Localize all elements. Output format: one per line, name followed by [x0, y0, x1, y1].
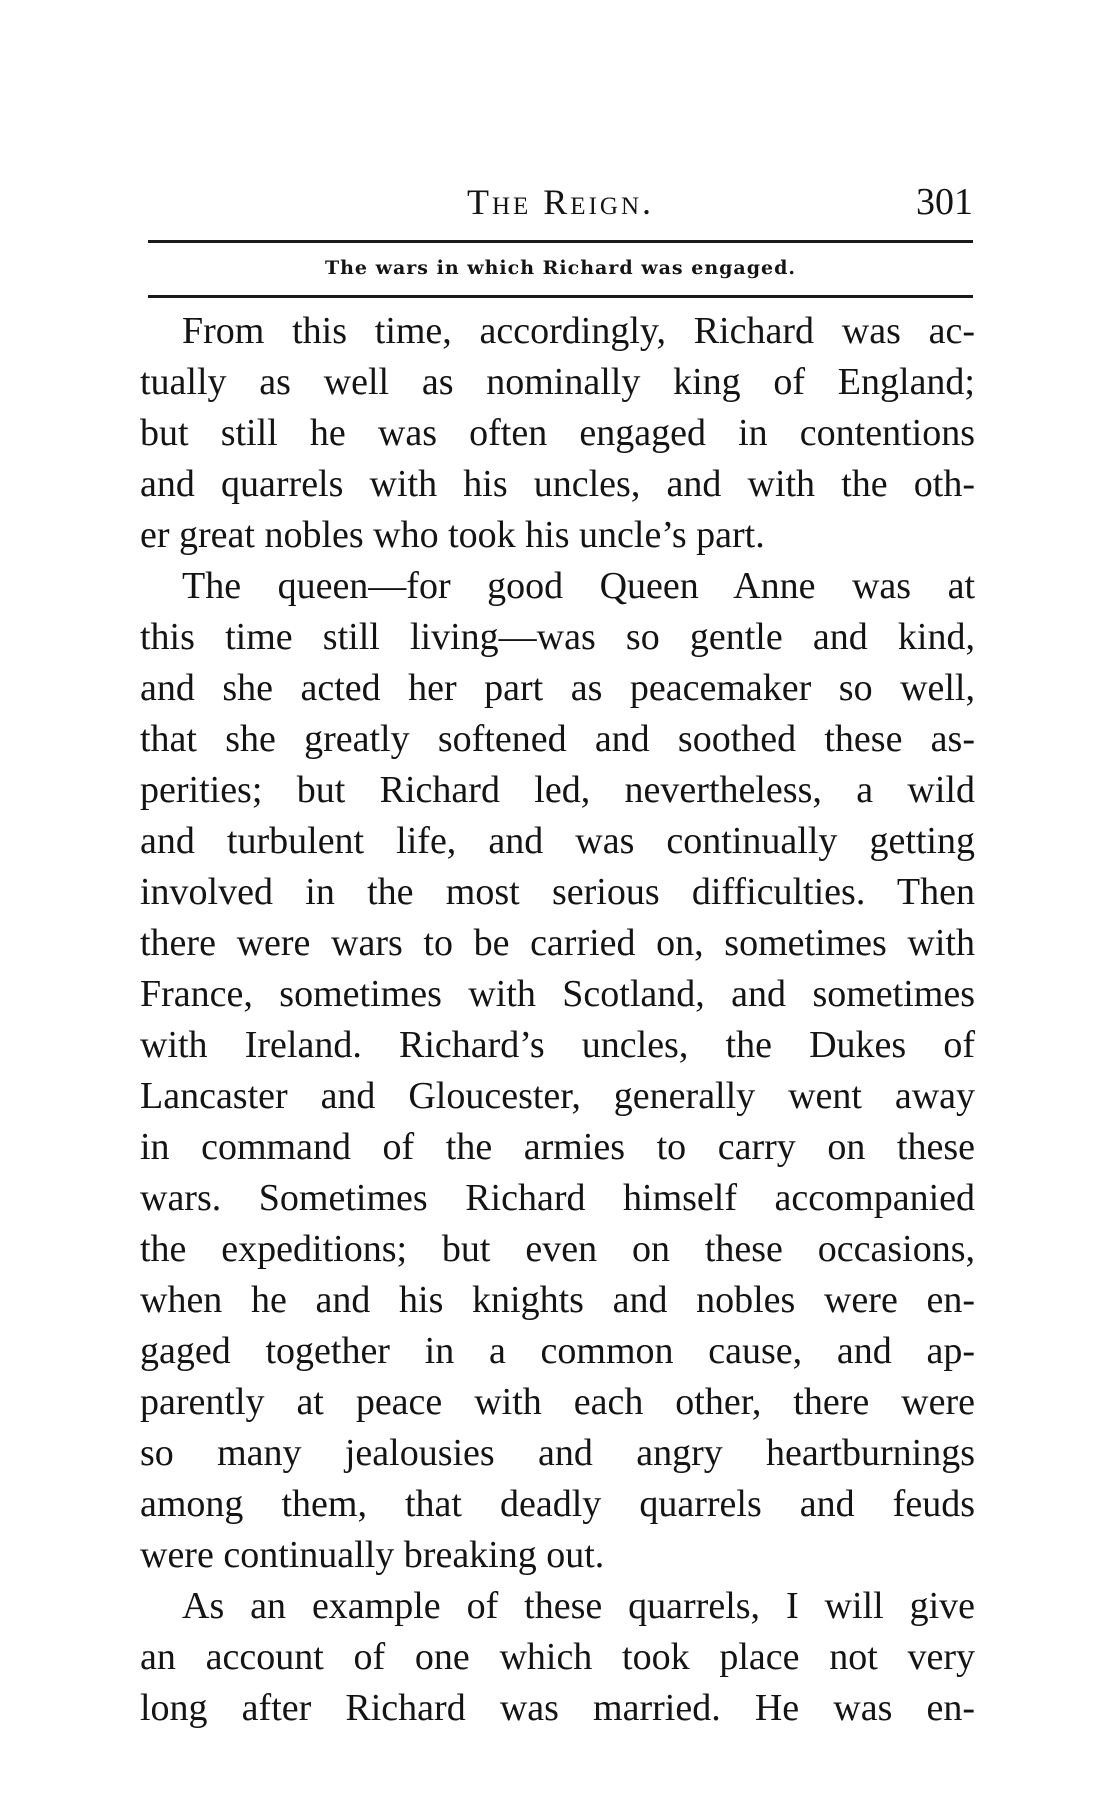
text-line: that she greatly softened and soothed these as-	[140, 718, 975, 760]
text-line: As an example of these quarrels, I will give	[182, 1585, 975, 1627]
text-line: gaged together in a common cause, and ap-	[140, 1330, 975, 1372]
paragraph-3	[140, 1581, 975, 1734]
header-rule-top	[148, 240, 973, 243]
text-line: there were wars to be carried on, sometimes with	[140, 922, 975, 964]
text-line: involved in the most serious difficulties. Then	[140, 871, 975, 913]
text-line: and she acted her part as peacemaker so well,	[140, 667, 975, 709]
text-line: wars. Sometimes Richard himself accompanied	[140, 1177, 975, 1219]
paragraph-2	[140, 561, 975, 1581]
text-line: in command of the armies to carry on these	[140, 1126, 975, 1168]
text-line: an account of one which took place not very	[140, 1636, 975, 1678]
running-head	[148, 178, 973, 226]
text-line: among them, that deadly quarrels and feuds	[140, 1483, 975, 1525]
text-line: with Ireland. Richard’s uncles, the Dukes of	[140, 1024, 975, 1066]
text-line: France, sometimes with Scotland, and sometimes	[140, 973, 975, 1015]
text-line: perities; but Richard led, nevertheless, a wild	[140, 769, 975, 811]
header-rule-bottom	[148, 295, 973, 298]
running-title: The Reign.	[466, 182, 655, 222]
text-line: and quarrels with his uncles, and with the oth-	[140, 463, 975, 505]
text-line: er great nobles who took his uncle’s part.	[140, 514, 765, 556]
text-line: From this time, accordingly, Richard was ac-	[182, 310, 975, 352]
text-line: long after Richard was married. He was en-	[140, 1687, 975, 1729]
text-line: and turbulent life, and was continually getting	[140, 820, 975, 862]
text-line: tually as well as nominally king of England;	[140, 361, 975, 403]
text-line: the expeditions; but even on these occasions,	[140, 1228, 975, 1270]
page-number: 301	[916, 181, 973, 223]
text-line: this time still living—was so gentle and kind,	[140, 616, 975, 658]
text-line: Lancaster and Gloucester, generally went away	[140, 1075, 975, 1117]
paragraph-1	[140, 306, 975, 561]
text-line: when he and his knights and nobles were en-	[140, 1279, 975, 1321]
text-line: were continually breaking out.	[140, 1534, 605, 1576]
text-line: The queen—for good Queen Anne was at	[182, 565, 975, 607]
text-line: but still he was often engaged in contentions	[140, 412, 975, 454]
text-line: parently at peace with each other, there were	[140, 1381, 975, 1423]
section-subhead: The wars in which Richard was engaged.	[324, 257, 797, 279]
text-line: so many jealousies and angry heartburnings	[140, 1432, 975, 1474]
body-text	[140, 306, 975, 1734]
